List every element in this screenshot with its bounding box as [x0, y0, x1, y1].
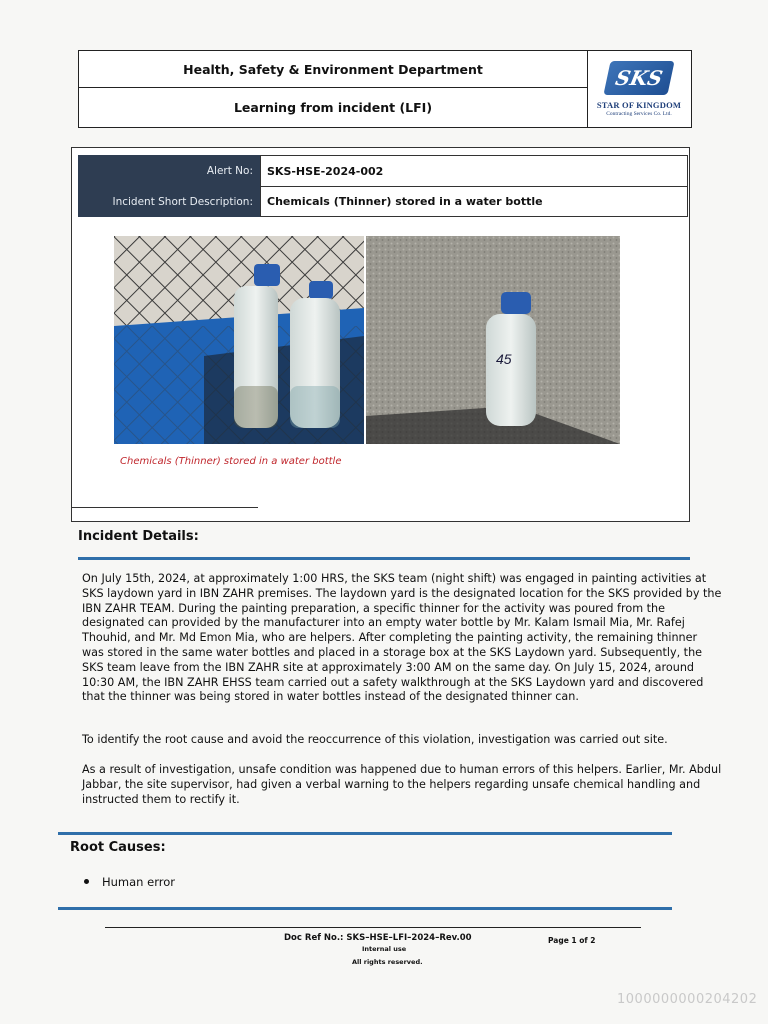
- bottle-marking: 45: [496, 351, 512, 367]
- doc-ref-number: Doc Ref No.: SKS–HSE–LFI–2024–Rev.00: [284, 933, 472, 943]
- incident-photo: [114, 236, 620, 444]
- photo-caption: Chemicals (Thinner) stored in a water bottle: [120, 456, 342, 467]
- bullet-icon: [84, 879, 89, 884]
- page-number: Page 1 of 2: [548, 936, 596, 945]
- document-header: [78, 50, 692, 128]
- document-stamp-number: 1000000000204202: [617, 992, 758, 1007]
- logo-company-name: STAR OF KINGDOM: [596, 100, 682, 110]
- paragraph-text: As a result of investigation, unsafe condition was happened due to human errors of this helpers. Earlier, Mr. Abdul Jabbar, the site supervisor, had given a verbal warning to the helpers regarding unsafe chemical handling and instructed them to rectify it.: [82, 763, 722, 806]
- section-divider: [58, 907, 672, 910]
- internal-use-label: Internal use: [362, 945, 407, 953]
- section-divider: [58, 832, 672, 835]
- footer-divider: [105, 927, 641, 928]
- alert-no-label: Alert No:: [78, 155, 261, 187]
- divider: [72, 507, 258, 508]
- logo-company-subtitle: Contracting Services Co. Ltd.: [606, 111, 672, 117]
- department-title: Health, Safety & Environment Department: [79, 51, 588, 88]
- root-cause-item: Human error: [102, 875, 175, 889]
- alert-box: [71, 147, 690, 522]
- root-causes-heading: Root Causes:: [70, 840, 166, 855]
- sks-logo-icon: SKS: [603, 61, 674, 95]
- paragraph-text: On July 15th, 2024, at approximately 1:00 HRS, the SKS team (night shift) was engaged in painting activities at SKS laydown yard in IBN ZAHR premises. The laydown yard is the designated location for the SKS provided by the IBN ZAHR TEAM. During the painting preparation, a specific thinner for the activity was poured from the designated can provided by the manufacturer into an empty water bottle by Mr. Kalam Ismail Mia, Mr. Rafej Thouhid, and Mr. Md Emon Mia, who are helpers. After completing the painting activity, the remaining thinner was stored in the same water bottles and placed in a storage box at the SKS Laydown yard. Subsequently, the SKS team leave from the IBN ZAHR site at approximately 3:00 AM on the same day. On July 15, 2024, around 10:30 AM, the IBN ZAHR EHSS team carried out a safety walkthrough at the SKS Laydown yard and discovered that the thinner was being stored in water bottles instead of the designated thinner can.: [82, 572, 722, 704]
- incident-paragraph-1: [82, 572, 722, 705]
- section-divider: [78, 557, 690, 560]
- short-description-label: Incident Short Description:: [78, 186, 261, 217]
- incident-details-heading: Incident Details:: [78, 529, 199, 544]
- rights-reserved-label: All rights reserved.: [352, 958, 423, 966]
- paragraph-text: To identify the root cause and avoid the reoccurrence of this violation, investigation was carried out site.: [82, 733, 668, 746]
- company-logo: [589, 57, 689, 123]
- alert-no-value: SKS-HSE-2024-002: [260, 155, 688, 187]
- incident-paragraph-3: [82, 763, 722, 807]
- document-title: Learning from incident (LFI): [79, 88, 588, 127]
- incident-paragraph-2: [82, 733, 722, 748]
- short-description-value: Chemicals (Thinner) stored in a water bottle: [260, 186, 688, 217]
